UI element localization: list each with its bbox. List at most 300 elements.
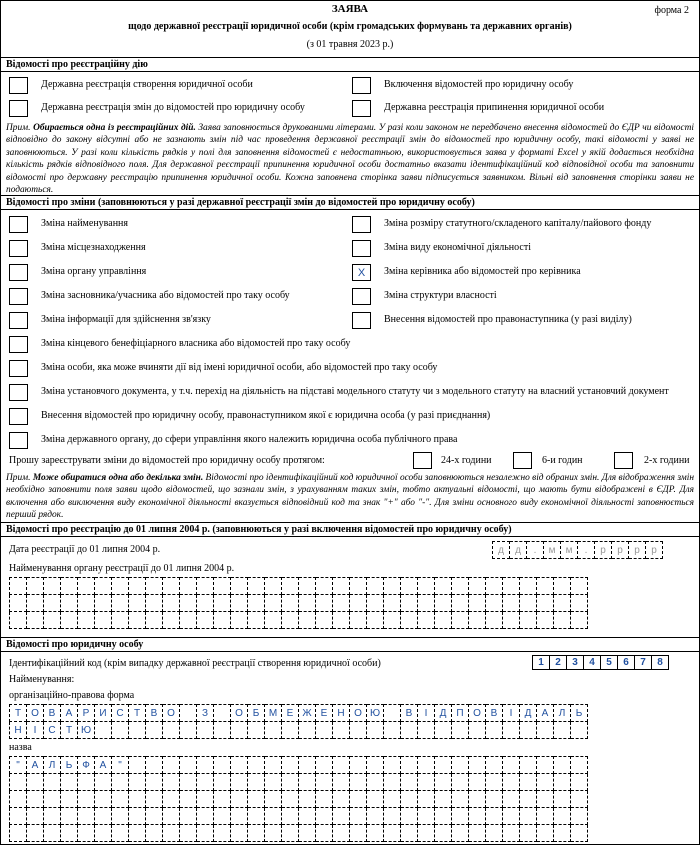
grid-cell[interactable]: Л — [44, 757, 61, 774]
grid-cell[interactable] — [10, 791, 27, 808]
grid-cell[interactable] — [95, 791, 112, 808]
grid-cell[interactable] — [180, 825, 197, 842]
grid-cell[interactable] — [197, 808, 214, 825]
grid-cell[interactable] — [248, 791, 265, 808]
grid-cell[interactable] — [44, 595, 61, 612]
grid-cell[interactable] — [350, 825, 367, 842]
grid-cell[interactable] — [486, 808, 503, 825]
grid-cell[interactable] — [503, 808, 520, 825]
grid-cell[interactable] — [231, 578, 248, 595]
grid-cell[interactable] — [214, 578, 231, 595]
grid-cell[interactable] — [350, 578, 367, 595]
grid-cell[interactable] — [384, 595, 401, 612]
grid-cell[interactable] — [197, 578, 214, 595]
grid-cell[interactable] — [384, 774, 401, 791]
grid-cell[interactable] — [112, 578, 129, 595]
legal-form-field[interactable] — [9, 704, 588, 739]
grid-cell[interactable] — [44, 791, 61, 808]
grid-cell[interactable] — [401, 595, 418, 612]
grid-cell[interactable] — [452, 808, 469, 825]
grid-cell[interactable] — [401, 757, 418, 774]
grid-cell[interactable] — [554, 757, 571, 774]
grid-cell[interactable] — [146, 825, 163, 842]
grid-cell[interactable] — [265, 722, 282, 739]
grid-cell[interactable]: Ь — [571, 705, 588, 722]
grid-cell[interactable] — [163, 578, 180, 595]
grid-cell[interactable] — [435, 578, 452, 595]
grid-cell[interactable] — [401, 722, 418, 739]
grid-cell[interactable] — [520, 808, 537, 825]
grid-cell[interactable] — [129, 791, 146, 808]
grid-cell[interactable] — [571, 825, 588, 842]
grid-cell[interactable] — [350, 595, 367, 612]
grid-cell[interactable] — [435, 722, 452, 739]
grid-cell[interactable] — [333, 774, 350, 791]
grid-cell[interactable] — [469, 825, 486, 842]
grid-cell[interactable] — [282, 808, 299, 825]
grid-cell[interactable]: С — [44, 722, 61, 739]
grid-cell[interactable] — [129, 774, 146, 791]
grid-cell[interactable] — [78, 791, 95, 808]
grid-cell[interactable] — [554, 791, 571, 808]
grid-cell[interactable] — [469, 612, 486, 629]
grid-cell[interactable] — [316, 595, 333, 612]
grid-cell[interactable] — [554, 808, 571, 825]
grid-cell[interactable] — [537, 825, 554, 842]
grid-cell[interactable] — [248, 808, 265, 825]
grid-cell[interactable] — [554, 595, 571, 612]
grid-cell[interactable] — [61, 825, 78, 842]
checkbox-terminate[interactable] — [352, 100, 371, 117]
registration-date-field[interactable] — [492, 541, 663, 559]
grid-cell[interactable]: Ю — [367, 705, 384, 722]
grid-cell[interactable] — [350, 612, 367, 629]
grid-cell[interactable] — [27, 612, 44, 629]
grid-cell[interactable] — [486, 722, 503, 739]
grid-cell[interactable] — [197, 791, 214, 808]
date-cell[interactable]: р — [612, 542, 629, 559]
grid-cell[interactable] — [503, 578, 520, 595]
grid-cell[interactable]: Е — [316, 705, 333, 722]
grid-cell[interactable] — [503, 722, 520, 739]
grid-cell[interactable] — [571, 612, 588, 629]
grid-cell[interactable]: Д — [435, 705, 452, 722]
grid-cell[interactable] — [503, 757, 520, 774]
grid-cell[interactable] — [384, 722, 401, 739]
grid-cell[interactable] — [486, 791, 503, 808]
checkbox-changes[interactable] — [9, 100, 28, 117]
grid-cell[interactable] — [503, 595, 520, 612]
grid-cell[interactable] — [78, 612, 95, 629]
grid-cell[interactable] — [180, 774, 197, 791]
grid-cell[interactable] — [248, 722, 265, 739]
grid-cell[interactable] — [112, 825, 129, 842]
grid-cell[interactable] — [27, 791, 44, 808]
grid-cell[interactable]: І — [503, 705, 520, 722]
grid-cell[interactable] — [469, 722, 486, 739]
grid-cell[interactable] — [333, 791, 350, 808]
grid-cell[interactable] — [520, 825, 537, 842]
date-cell[interactable]: м — [544, 542, 561, 559]
grid-cell[interactable] — [112, 774, 129, 791]
grid-cell[interactable] — [146, 808, 163, 825]
grid-cell[interactable] — [129, 808, 146, 825]
grid-cell[interactable] — [163, 808, 180, 825]
grid-cell[interactable] — [129, 612, 146, 629]
grid-cell[interactable] — [112, 722, 129, 739]
grid-cell[interactable] — [44, 808, 61, 825]
grid-cell[interactable] — [299, 825, 316, 842]
grid-cell[interactable] — [503, 791, 520, 808]
checkbox-change-activity[interactable] — [352, 240, 371, 257]
grid-cell[interactable] — [44, 578, 61, 595]
grid-cell[interactable] — [316, 774, 333, 791]
grid-cell[interactable] — [231, 612, 248, 629]
grid-cell[interactable] — [333, 808, 350, 825]
checkbox-change-contact[interactable] — [9, 312, 28, 329]
grid-cell[interactable] — [95, 774, 112, 791]
grid-cell[interactable] — [231, 722, 248, 739]
grid-cell[interactable] — [452, 722, 469, 739]
grid-cell[interactable] — [350, 808, 367, 825]
grid-cell[interactable] — [486, 825, 503, 842]
grid-cell[interactable] — [554, 578, 571, 595]
grid-cell[interactable] — [282, 757, 299, 774]
grid-cell[interactable] — [537, 722, 554, 739]
grid-cell[interactable] — [214, 705, 231, 722]
grid-cell[interactable]: И — [95, 705, 112, 722]
grid-cell[interactable] — [146, 595, 163, 612]
grid-cell[interactable] — [452, 612, 469, 629]
grid-cell[interactable] — [112, 791, 129, 808]
identification-code-field[interactable] — [532, 655, 669, 670]
grid-cell[interactable] — [78, 808, 95, 825]
grid-cell[interactable] — [146, 722, 163, 739]
grid-cell[interactable] — [571, 722, 588, 739]
grid-cell[interactable] — [435, 808, 452, 825]
checkbox-change-beneficiary[interactable] — [9, 336, 28, 353]
grid-cell[interactable]: Б — [248, 705, 265, 722]
grid-cell[interactable] — [571, 757, 588, 774]
grid-cell[interactable] — [282, 612, 299, 629]
grid-cell[interactable] — [61, 774, 78, 791]
grid-cell[interactable] — [350, 722, 367, 739]
grid-cell[interactable]: Т — [129, 705, 146, 722]
grid-cell[interactable] — [112, 808, 129, 825]
grid-cell[interactable] — [44, 774, 61, 791]
grid-cell[interactable] — [452, 578, 469, 595]
grid-cell[interactable] — [299, 774, 316, 791]
code-digit[interactable]: 6 — [618, 656, 635, 670]
grid-cell[interactable] — [95, 808, 112, 825]
grid-cell[interactable]: Д — [520, 705, 537, 722]
code-digit[interactable]: 3 — [567, 656, 584, 670]
grid-cell[interactable]: В — [486, 705, 503, 722]
grid-cell[interactable] — [520, 774, 537, 791]
grid-cell[interactable]: С — [112, 705, 129, 722]
grid-cell[interactable] — [418, 757, 435, 774]
grid-cell[interactable] — [384, 578, 401, 595]
checkbox-change-capital[interactable] — [352, 216, 371, 233]
grid-cell[interactable] — [180, 595, 197, 612]
grid-cell[interactable] — [537, 757, 554, 774]
grid-cell[interactable]: З — [197, 705, 214, 722]
grid-cell[interactable] — [180, 757, 197, 774]
code-digit[interactable]: 1 — [533, 656, 550, 670]
grid-cell[interactable] — [248, 825, 265, 842]
grid-cell[interactable] — [469, 791, 486, 808]
grid-cell[interactable] — [282, 791, 299, 808]
grid-cell[interactable] — [316, 808, 333, 825]
grid-cell[interactable] — [520, 595, 537, 612]
grid-cell[interactable]: П — [452, 705, 469, 722]
grid-cell[interactable]: " — [10, 757, 27, 774]
grid-cell[interactable] — [129, 722, 146, 739]
grid-cell[interactable] — [112, 612, 129, 629]
grid-cell[interactable] — [95, 595, 112, 612]
grid-cell[interactable] — [469, 595, 486, 612]
grid-cell[interactable] — [180, 578, 197, 595]
grid-cell[interactable]: О — [469, 705, 486, 722]
grid-cell[interactable] — [27, 595, 44, 612]
grid-cell[interactable] — [384, 825, 401, 842]
grid-cell[interactable]: Ь — [61, 757, 78, 774]
grid-cell[interactable] — [61, 612, 78, 629]
grid-cell[interactable] — [401, 578, 418, 595]
grid-cell[interactable] — [78, 774, 95, 791]
grid-cell[interactable] — [299, 595, 316, 612]
grid-cell[interactable] — [367, 808, 384, 825]
grid-cell[interactable] — [418, 825, 435, 842]
grid-cell[interactable] — [469, 808, 486, 825]
grid-cell[interactable] — [180, 612, 197, 629]
grid-cell[interactable]: І — [27, 722, 44, 739]
grid-cell[interactable] — [214, 595, 231, 612]
grid-cell[interactable]: " — [112, 757, 129, 774]
grid-cell[interactable] — [265, 791, 282, 808]
grid-cell[interactable] — [214, 722, 231, 739]
grid-cell[interactable] — [316, 825, 333, 842]
grid-cell[interactable] — [10, 612, 27, 629]
grid-cell[interactable] — [537, 578, 554, 595]
grid-cell[interactable]: О — [350, 705, 367, 722]
grid-cell[interactable] — [520, 722, 537, 739]
grid-cell[interactable] — [146, 774, 163, 791]
grid-cell[interactable] — [537, 791, 554, 808]
grid-cell[interactable] — [214, 757, 231, 774]
grid-cell[interactable] — [163, 791, 180, 808]
grid-cell[interactable] — [27, 825, 44, 842]
grid-cell[interactable] — [231, 757, 248, 774]
grid-cell[interactable] — [401, 791, 418, 808]
grid-cell[interactable] — [248, 578, 265, 595]
grid-cell[interactable] — [61, 595, 78, 612]
grid-cell[interactable] — [537, 612, 554, 629]
grid-cell[interactable] — [401, 808, 418, 825]
grid-cell[interactable]: О — [27, 705, 44, 722]
grid-cell[interactable] — [214, 825, 231, 842]
grid-cell[interactable] — [316, 791, 333, 808]
grid-cell[interactable] — [231, 825, 248, 842]
grid-cell[interactable]: В — [44, 705, 61, 722]
grid-cell[interactable] — [163, 595, 180, 612]
grid-cell[interactable] — [44, 612, 61, 629]
grid-cell[interactable]: М — [265, 705, 282, 722]
grid-cell[interactable] — [316, 757, 333, 774]
grid-cell[interactable] — [180, 791, 197, 808]
grid-cell[interactable] — [282, 595, 299, 612]
checkbox-term-2h[interactable] — [614, 452, 633, 469]
grid-cell[interactable] — [435, 791, 452, 808]
grid-cell[interactable] — [469, 757, 486, 774]
grid-cell[interactable] — [520, 757, 537, 774]
grid-cell[interactable] — [333, 578, 350, 595]
grid-cell[interactable] — [435, 757, 452, 774]
grid-cell[interactable]: Е — [282, 705, 299, 722]
date-cell[interactable]: р — [629, 542, 646, 559]
grid-cell[interactable] — [299, 612, 316, 629]
grid-cell[interactable] — [537, 774, 554, 791]
grid-cell[interactable] — [180, 808, 197, 825]
grid-cell[interactable] — [129, 757, 146, 774]
grid-cell[interactable] — [554, 774, 571, 791]
grid-cell[interactable] — [129, 825, 146, 842]
grid-cell[interactable] — [452, 825, 469, 842]
checkbox-change-name[interactable] — [9, 216, 28, 233]
grid-cell[interactable] — [112, 595, 129, 612]
grid-cell[interactable] — [180, 722, 197, 739]
grid-cell[interactable] — [248, 774, 265, 791]
code-digit[interactable]: 8 — [652, 656, 669, 670]
registration-authority-field[interactable] — [9, 577, 588, 629]
grid-cell[interactable]: Р — [78, 705, 95, 722]
grid-cell[interactable] — [520, 578, 537, 595]
grid-cell[interactable] — [299, 808, 316, 825]
grid-cell[interactable] — [10, 578, 27, 595]
grid-cell[interactable] — [367, 791, 384, 808]
grid-cell[interactable] — [333, 612, 350, 629]
grid-cell[interactable] — [95, 578, 112, 595]
grid-cell[interactable] — [367, 612, 384, 629]
grid-cell[interactable] — [197, 774, 214, 791]
grid-cell[interactable] — [401, 774, 418, 791]
checkbox-term-6h[interactable] — [513, 452, 532, 469]
grid-cell[interactable] — [299, 791, 316, 808]
grid-cell[interactable] — [265, 595, 282, 612]
grid-cell[interactable] — [384, 791, 401, 808]
grid-cell[interactable] — [503, 774, 520, 791]
code-digit[interactable]: 4 — [584, 656, 601, 670]
grid-cell[interactable] — [146, 612, 163, 629]
grid-cell[interactable] — [333, 825, 350, 842]
checkbox-change-governing-body[interactable] — [9, 264, 28, 281]
grid-cell[interactable] — [571, 774, 588, 791]
grid-cell[interactable] — [163, 774, 180, 791]
code-digit[interactable]: 5 — [601, 656, 618, 670]
grid-cell[interactable]: Т — [61, 722, 78, 739]
grid-cell[interactable] — [78, 595, 95, 612]
grid-cell[interactable]: А — [95, 757, 112, 774]
grid-cell[interactable] — [231, 595, 248, 612]
grid-cell[interactable] — [95, 722, 112, 739]
date-cell[interactable]: д — [493, 542, 510, 559]
date-cell[interactable]: м — [561, 542, 578, 559]
grid-cell[interactable] — [214, 774, 231, 791]
grid-cell[interactable] — [469, 578, 486, 595]
grid-cell[interactable]: І — [418, 705, 435, 722]
grid-cell[interactable] — [571, 578, 588, 595]
grid-cell[interactable] — [197, 595, 214, 612]
code-digit[interactable]: 7 — [635, 656, 652, 670]
code-digit[interactable]: 2 — [550, 656, 567, 670]
grid-cell[interactable] — [10, 774, 27, 791]
grid-cell[interactable] — [554, 825, 571, 842]
grid-cell[interactable] — [384, 757, 401, 774]
grid-cell[interactable] — [384, 705, 401, 722]
grid-cell[interactable] — [163, 612, 180, 629]
checkbox-change-location[interactable] — [9, 240, 28, 257]
grid-cell[interactable] — [486, 757, 503, 774]
grid-cell[interactable] — [418, 612, 435, 629]
grid-cell[interactable] — [180, 705, 197, 722]
grid-cell[interactable] — [554, 612, 571, 629]
grid-cell[interactable] — [265, 774, 282, 791]
grid-cell[interactable] — [10, 825, 27, 842]
grid-cell[interactable] — [418, 595, 435, 612]
grid-cell[interactable] — [163, 722, 180, 739]
grid-cell[interactable] — [61, 808, 78, 825]
checkbox-change-founder[interactable] — [9, 288, 28, 305]
grid-cell[interactable] — [537, 595, 554, 612]
grid-cell[interactable] — [316, 612, 333, 629]
grid-cell[interactable] — [435, 595, 452, 612]
date-cell[interactable]: д — [510, 542, 527, 559]
grid-cell[interactable] — [78, 825, 95, 842]
grid-cell[interactable] — [197, 722, 214, 739]
grid-cell[interactable] — [95, 825, 112, 842]
grid-cell[interactable] — [265, 612, 282, 629]
grid-cell[interactable] — [282, 774, 299, 791]
grid-cell[interactable] — [27, 808, 44, 825]
grid-cell[interactable] — [265, 825, 282, 842]
grid-cell[interactable] — [146, 791, 163, 808]
grid-cell[interactable] — [350, 774, 367, 791]
checkbox-change-representative[interactable] — [9, 360, 28, 377]
grid-cell[interactable] — [486, 595, 503, 612]
grid-cell[interactable] — [350, 757, 367, 774]
date-cell[interactable]: р — [595, 542, 612, 559]
grid-cell[interactable]: А — [537, 705, 554, 722]
grid-cell[interactable]: А — [61, 705, 78, 722]
grid-cell[interactable] — [231, 791, 248, 808]
grid-cell[interactable]: Ф — [78, 757, 95, 774]
grid-cell[interactable] — [520, 612, 537, 629]
grid-cell[interactable] — [350, 791, 367, 808]
grid-cell[interactable] — [469, 774, 486, 791]
grid-cell[interactable] — [231, 808, 248, 825]
grid-cell[interactable] — [401, 612, 418, 629]
grid-cell[interactable]: Н — [333, 705, 350, 722]
grid-cell[interactable] — [282, 825, 299, 842]
grid-cell[interactable] — [486, 774, 503, 791]
grid-cell[interactable] — [146, 578, 163, 595]
grid-cell[interactable] — [265, 757, 282, 774]
grid-cell[interactable] — [248, 595, 265, 612]
grid-cell[interactable] — [299, 578, 316, 595]
grid-cell[interactable] — [367, 578, 384, 595]
grid-cell[interactable] — [129, 595, 146, 612]
grid-cell[interactable] — [452, 757, 469, 774]
